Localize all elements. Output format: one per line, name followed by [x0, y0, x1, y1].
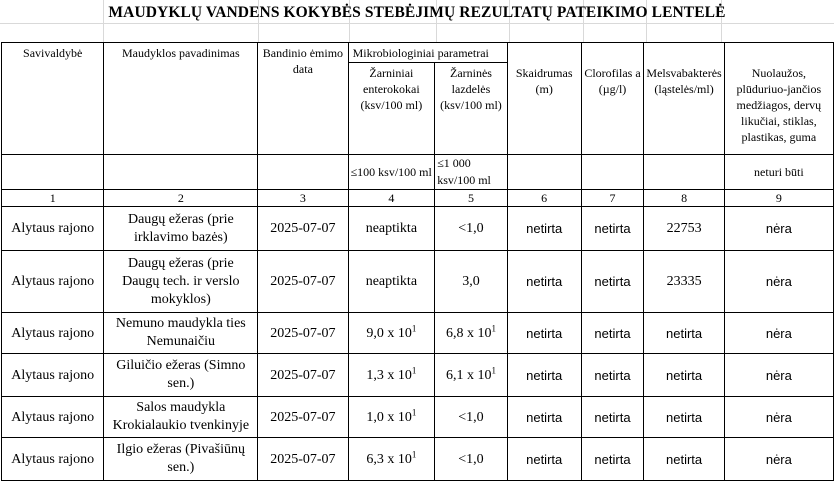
site-line: sen.) [167, 376, 195, 391]
exponent: 1 [491, 364, 496, 375]
cell-cyanobacteria: netirta [644, 313, 724, 354]
cell-site-name [104, 354, 258, 397]
value: 6,8 x 10 [445, 325, 492, 341]
value: 6,1 x 10 [445, 367, 492, 383]
cell-ecoli [435, 207, 508, 251]
table-row [2, 397, 834, 438]
header-cyanobacteria: Melsvabakterės (ląstelės/ml) [644, 63, 724, 155]
cell-debris: nėra [724, 251, 833, 313]
site-line: Daugų tech. ir verslo [122, 273, 240, 289]
header-micro-group: Mikrobiologiniai parametrai [348, 43, 507, 63]
cell-transparency: netirta [507, 397, 581, 438]
table-row [2, 313, 834, 354]
cell-municipality: Alytaus rajono [2, 438, 104, 481]
limit-ecoli-line2: ksv/100 ml [437, 173, 491, 187]
results-table [1, 42, 834, 481]
site-line: Daugų ežeras (prie [127, 255, 234, 271]
cell-debris: nėra [724, 354, 833, 397]
cell-ecoli [435, 438, 508, 481]
cell-chlorophyll: netirta [581, 207, 644, 251]
cell-date: 2025-07-07 [258, 313, 348, 354]
cell-municipality: Alytaus rajono [2, 313, 104, 354]
header-site-name: Maudyklos pavadinimas [104, 43, 258, 155]
header-blank [644, 43, 724, 63]
cell-site-name [104, 207, 258, 251]
cell-chlorophyll: netirta [581, 438, 644, 481]
cell-enterococci [348, 207, 435, 251]
cell-ecoli [435, 313, 508, 354]
cell-debris: nėra [724, 313, 833, 354]
limit-cell-empty [258, 155, 348, 190]
cell-chlorophyll: netirta [581, 251, 644, 313]
cell-chlorophyll: netirta [581, 397, 644, 438]
column-number: 7 [581, 190, 644, 207]
header-municipality: Savivaldybė [2, 43, 104, 155]
site-line: Ilgio ežeras (Pivašiūnų [116, 442, 245, 457]
column-number: 5 [435, 190, 508, 207]
header-transparency: Skaidrumas (m) [507, 63, 581, 155]
cell-cyanobacteria: netirta [644, 397, 724, 438]
header-ecoli: Žarninės lazdelės (ksv/100 ml) [435, 63, 508, 155]
table-row [2, 251, 834, 313]
cell-municipality: Alytaus rajono [2, 397, 104, 438]
table-row [2, 207, 834, 251]
site-line: Krokialaukio tvenkinyje [112, 418, 250, 433]
limit-cell-empty [2, 155, 104, 190]
value: 1,3 x 10 [366, 367, 412, 383]
value: <1,0 [458, 221, 484, 236]
header-blank [507, 43, 581, 63]
limit-enterococci: ≤100 ksv/100 ml [348, 155, 435, 190]
cell-cyanobacteria: 23335 [644, 251, 724, 313]
cell-municipality: Alytaus rajono [2, 207, 104, 251]
limit-cell-empty [507, 155, 581, 190]
cell-transparency: netirta [507, 251, 581, 313]
limit-ecoli [435, 155, 508, 190]
site-line: Giluičio ežeras (Simno [116, 358, 246, 373]
cell-site-name [104, 313, 258, 354]
cell-enterococci [348, 438, 435, 481]
sheet-gridline [0, 23, 834, 24]
limit-cell-empty [104, 155, 258, 190]
cell-cyanobacteria: 22753 [644, 207, 724, 251]
site-line: sen.) [167, 460, 195, 475]
value: neaptikta [365, 221, 418, 236]
site-line: mokyklos) [150, 291, 211, 307]
exponent: 1 [411, 322, 417, 333]
site-line: Salos maudykla [136, 400, 226, 415]
column-number: 9 [724, 190, 833, 207]
site-line: Nemuno maudykla ties [115, 316, 246, 331]
value: <1,0 [458, 451, 484, 467]
document-title: MAUDYKLŲ VANDENS KOKYBĖS STEBĖJIMŲ REZULTATŲ PATEIKIMO LENTELĖ [108, 4, 726, 21]
cell-enterococci [348, 354, 435, 397]
cell-transparency: netirta [507, 354, 581, 397]
cell-date: 2025-07-07 [258, 354, 348, 397]
column-number: 6 [507, 190, 581, 207]
column-number: 8 [644, 190, 724, 207]
limit-debris: neturi būti [724, 155, 833, 190]
cell-date: 2025-07-07 [258, 251, 348, 313]
table-row [2, 438, 834, 481]
cell-transparency: netirta [507, 207, 581, 251]
limit-cell-empty [581, 155, 644, 190]
cell-ecoli [435, 354, 508, 397]
cell-municipality: Alytaus rajono [2, 251, 104, 313]
header-debris: Nuolaužos, plūduriuo-jančios medžiagos, dervų likučiai, stiklas, plastikas, guma [724, 63, 833, 155]
exponent: 1 [411, 406, 417, 417]
header-enterococci: Žarniniai enterokokai (ksv/100 ml) [348, 63, 435, 155]
cell-municipality: Alytaus rajono [2, 354, 104, 397]
cell-ecoli [435, 251, 508, 313]
exponent: 1 [411, 364, 417, 375]
site-line: irklavimo bazės) [133, 229, 228, 245]
site-line: Daugų ežeras (prie [127, 211, 234, 227]
cell-cyanobacteria: netirta [644, 354, 724, 397]
value: 9,0 x 10 [366, 325, 412, 341]
table-row [2, 354, 834, 397]
cell-debris: nėra [724, 397, 833, 438]
header-sample-date: Bandinio ėmimo data [258, 43, 348, 155]
cell-enterococci [348, 313, 435, 354]
cell-transparency: netirta [507, 313, 581, 354]
value: <1,0 [458, 409, 484, 425]
cell-chlorophyll: netirta [581, 354, 644, 397]
cell-ecoli [435, 397, 508, 438]
column-number: 1 [2, 190, 104, 207]
cell-debris: nėra [724, 438, 833, 481]
cell-date: 2025-07-07 [258, 438, 348, 481]
exponent: 1 [411, 448, 417, 459]
column-number: 3 [258, 190, 348, 207]
column-number: 2 [104, 190, 258, 207]
cell-transparency: netirta [507, 438, 581, 481]
value: 1,0 x 10 [366, 409, 412, 425]
cell-enterococci [348, 251, 435, 313]
cell-site-name [104, 251, 258, 313]
limit-cell-empty [644, 155, 724, 190]
site-line: Nemunaičiu [146, 334, 216, 349]
column-number: 4 [348, 190, 435, 207]
cell-debris: nėra [724, 207, 833, 251]
value: 3,0 [462, 274, 480, 289]
cell-date: 2025-07-07 [258, 207, 348, 251]
exponent: 1 [491, 322, 496, 333]
cell-enterococci [348, 397, 435, 438]
cell-chlorophyll: netirta [581, 313, 644, 354]
header-blank [581, 43, 644, 63]
value: neaptikta [365, 274, 418, 289]
cell-date: 2025-07-07 [258, 397, 348, 438]
cell-site-name [104, 397, 258, 438]
cell-cyanobacteria: netirta [644, 438, 724, 481]
value: 6,3 x 10 [366, 451, 412, 467]
header-chlorophyll: Clorofilas a (µg/l) [581, 63, 644, 155]
header-blank [724, 43, 833, 63]
limit-ecoli-line1: ≤1 000 [437, 156, 471, 170]
cell-site-name [104, 438, 258, 481]
